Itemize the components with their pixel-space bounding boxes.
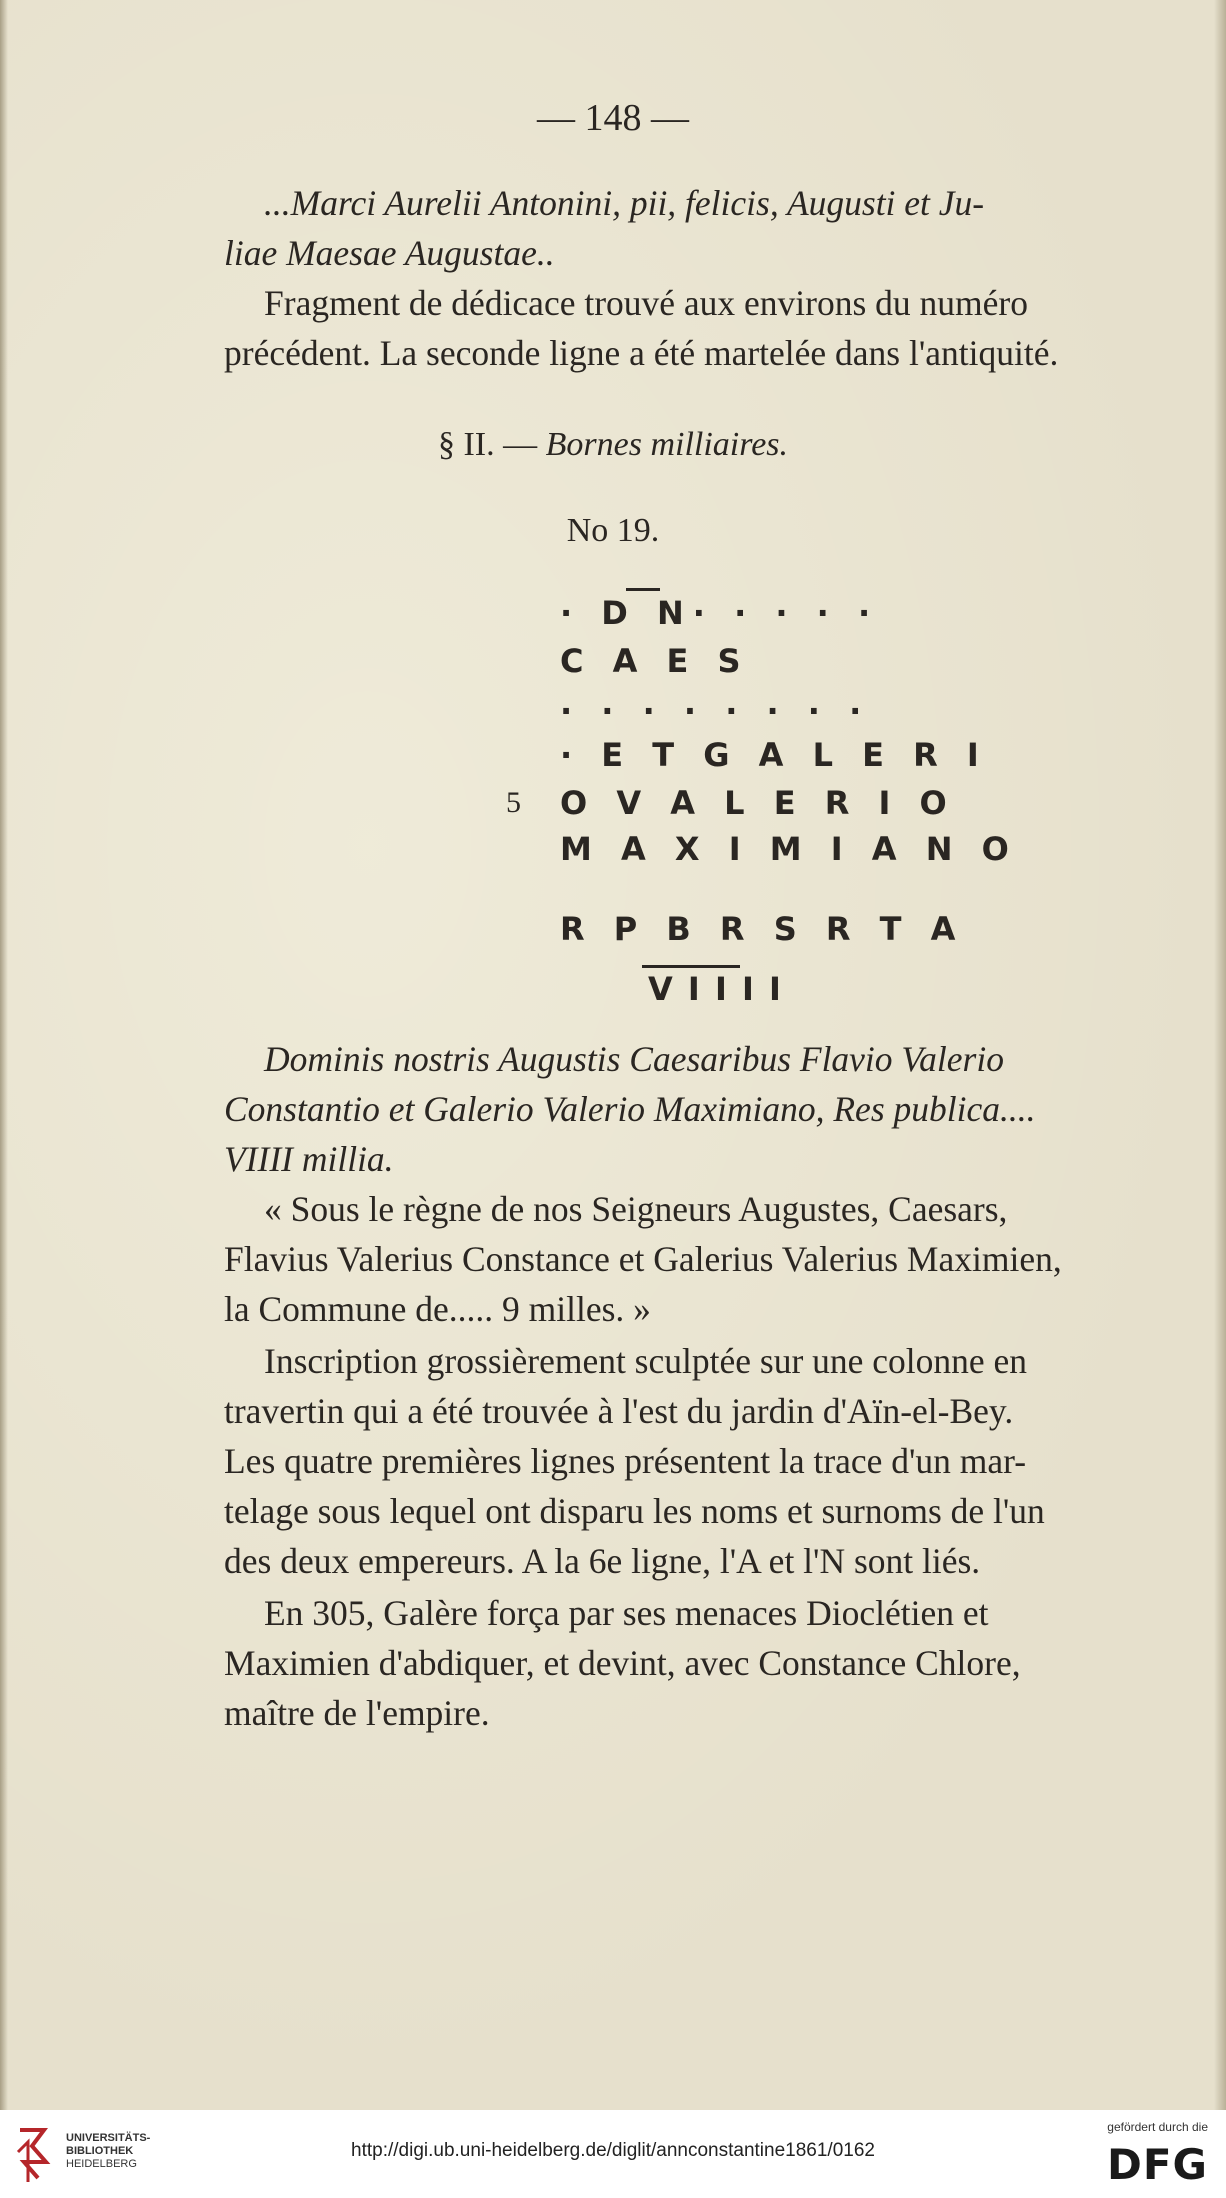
description [224, 1336, 1162, 1586]
french-line-2: Flavius Valerius Constance et Galerius Valerius Maximien, [224, 1239, 1062, 1279]
history-line-2: Maximien d'abdiquer, et devint, avec Constance Chlore, [224, 1643, 1021, 1683]
inscription-line-5: O V A L E R I O [560, 784, 956, 822]
inscription-line-4: · E T G A L E R I [560, 736, 988, 774]
history-line-3: maître de l'empire. [224, 1693, 490, 1733]
dfg-logo: DFG [1106, 2140, 1208, 2189]
library-name-line-3: HEIDELBERG [66, 2158, 137, 2170]
library-name-line-2: BIBLIOTHEK [66, 2145, 134, 2157]
history [224, 1588, 1162, 1738]
inscription-line-number: 5 [506, 786, 521, 819]
page-edge-right [1214, 0, 1226, 2110]
opening-line-2: liae Maesae Augustae.. [224, 233, 555, 273]
inscription-line-6: M A X I M I A N O [560, 830, 1018, 868]
section-prefix: § II. — [437, 426, 546, 463]
description-line-1: Inscription grossièrement sculptée sur une colonne en [264, 1341, 1028, 1381]
funding-note: gefördert durch die [1107, 2120, 1208, 2134]
latin-line-1: Dominis nostris Augustis Caesaribus Flavio Valerio [264, 1039, 1004, 1079]
viewer-footer [0, 2110, 1226, 2198]
description-line-4: telage sous lequel ont disparu les noms et surnoms de l'un [224, 1491, 1045, 1531]
latin-line-3: VIIII millia. [224, 1139, 394, 1179]
fragment-line-2: précédent. La seconde ligne a été martelée dans l'antiquité. [224, 333, 1059, 373]
description-line-5: des deux empereurs. A la 6e ligne, l'A et l'N sont liés. [224, 1541, 981, 1581]
inscription-line-2: C A E S [560, 642, 750, 680]
ligature-bar [626, 588, 660, 591]
fragment-line-1: Fragment de dédicace trouvé aux environs du numéro [264, 283, 1028, 323]
description-line-3: Les quatre premières lignes présentent la trace d'un mar- [224, 1441, 1027, 1481]
opening-latin [224, 178, 1162, 278]
inscription-line-3: · · · · · · · · [560, 692, 871, 730]
page-number: — 148 — [537, 97, 689, 139]
section-heading [0, 426, 1226, 464]
latin-translation [224, 1034, 1162, 1184]
opening-line-1: ...Marci Aurelii Antonini, pii, felicis, Augusti et Ju- [264, 183, 985, 223]
inscription-line-7: R P B R S R T A [560, 910, 965, 948]
fragment-note [224, 278, 1162, 378]
permalink-url[interactable]: http://digi.ub.uni-heidelberg.de/diglit/annconstantine1861/0162 [351, 2140, 875, 2161]
inscription-line-8: V I I I I [648, 970, 783, 1008]
history-line-1: En 305, Galère força par ses menaces Dioclétien et [264, 1593, 989, 1633]
french-line-1: « Sous le règne de nos Seigneurs Augustes, Caesars, [264, 1189, 1008, 1229]
entry-number: No 19. [566, 512, 660, 549]
library-name-line-1: UNIVERSITÄTS- [66, 2132, 151, 2144]
section-title: Bornes milliaires. [545, 426, 789, 463]
french-translation [224, 1184, 1162, 1334]
latin-line-2: Constantio et Galerio Valerio Maximiano, Res publica.... [224, 1089, 1036, 1129]
numeral-bar [642, 965, 740, 968]
description-line-2: travertin qui a été trouvée à l'est du jardin d'Aïn-el-Bey. [224, 1391, 1014, 1431]
page-edge-left [0, 0, 8, 2110]
inscription-line-1: · D N· · · · · [560, 594, 880, 632]
french-line-3: la Commune de..... 9 milles. » [224, 1289, 651, 1329]
